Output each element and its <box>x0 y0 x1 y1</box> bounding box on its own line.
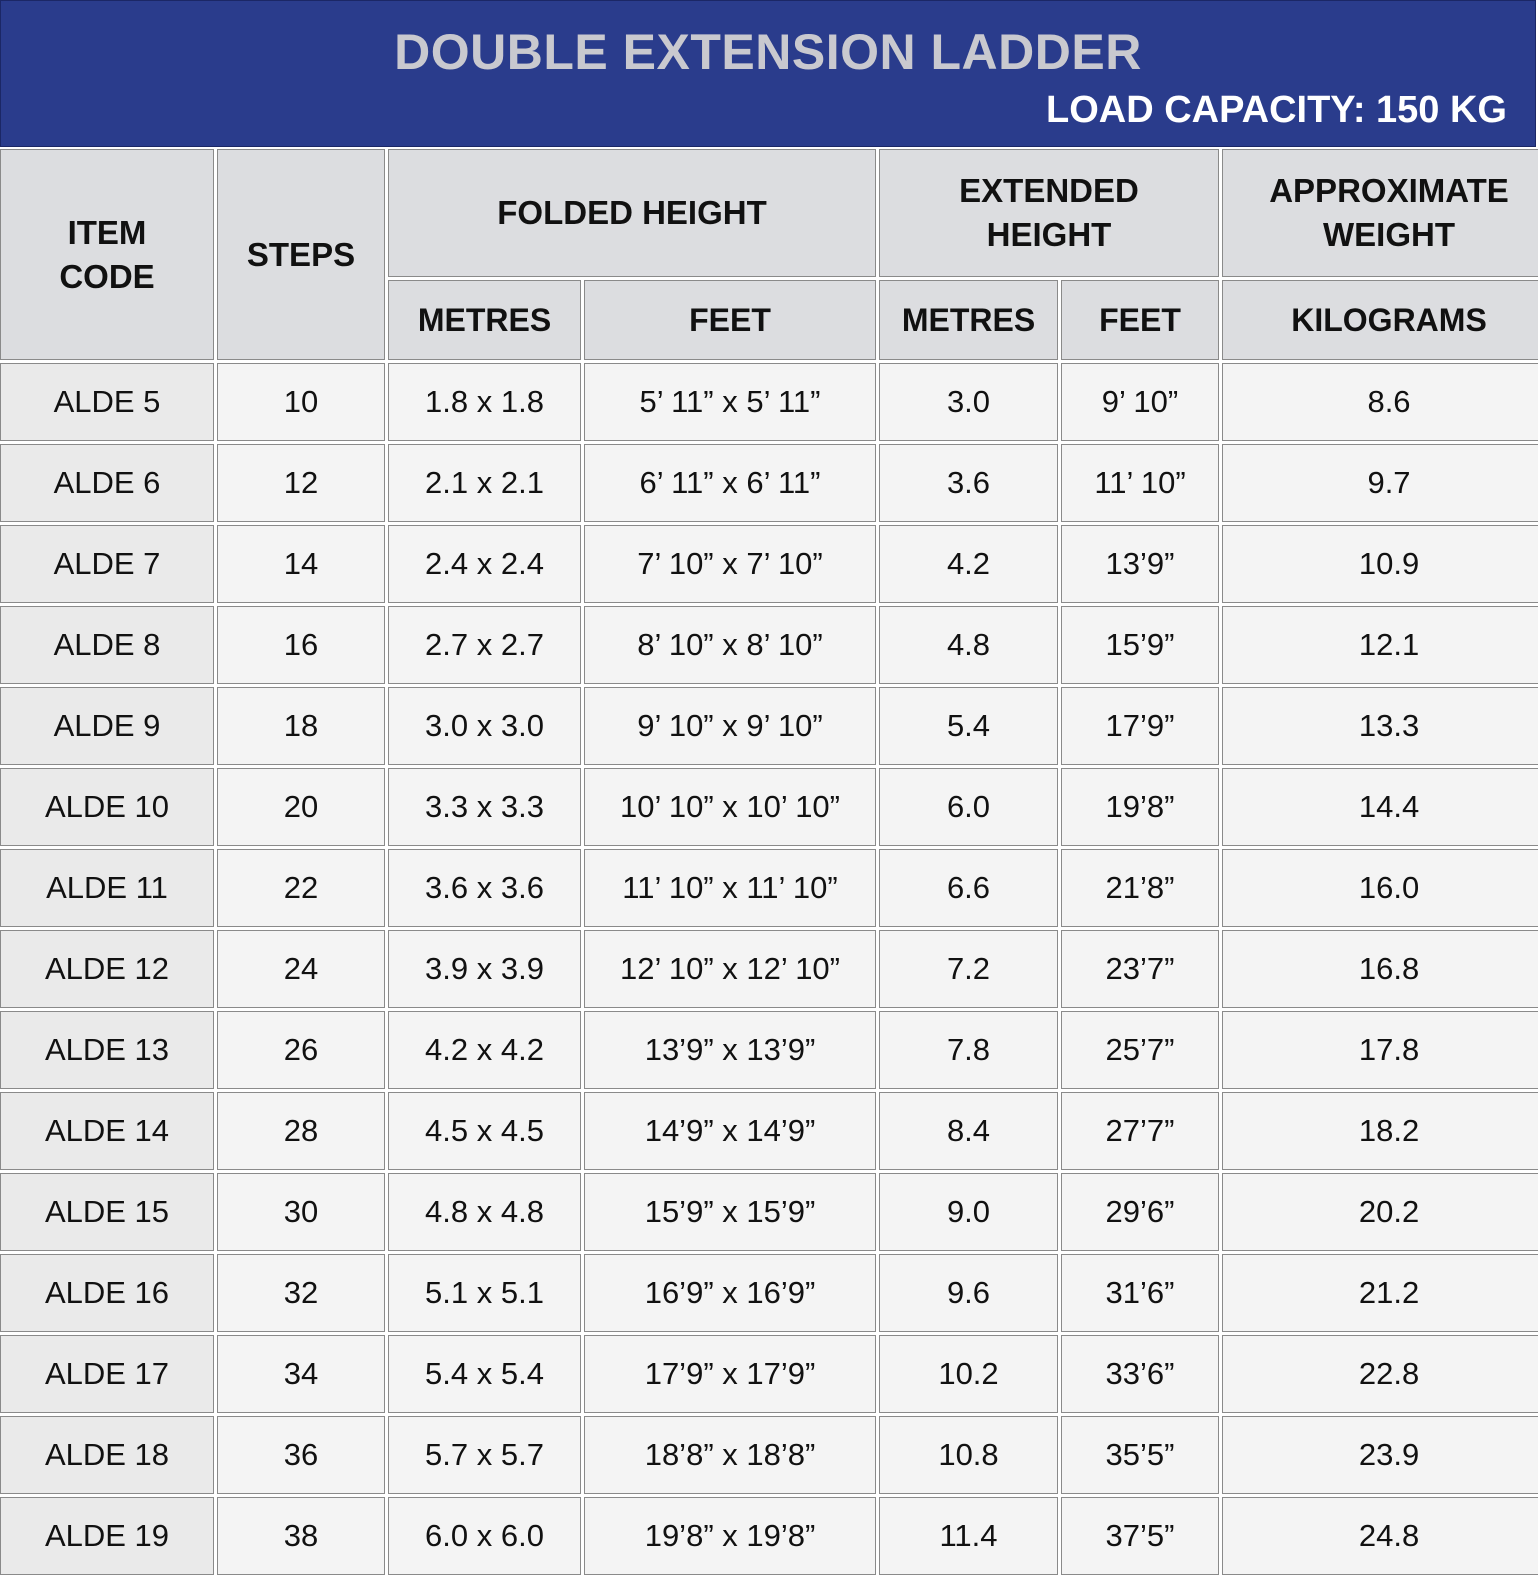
cell-extended-feet: 15’9” <box>1061 606 1219 684</box>
cell-folded-feet: 5’ 11” x 5’ 11” <box>584 363 876 441</box>
cell-item-code: ALDE 8 <box>0 606 214 684</box>
cell-weight-kg: 12.1 <box>1222 606 1538 684</box>
cell-extended-feet: 31’6” <box>1061 1254 1219 1332</box>
subheader-extended-feet: FEET <box>1061 280 1219 360</box>
table-row <box>0 1092 1538 1170</box>
cell-extended-feet: 11’ 10” <box>1061 444 1219 522</box>
cell-folded-metres: 2.4 x 2.4 <box>388 525 581 603</box>
cell-item-code: ALDE 13 <box>0 1011 214 1089</box>
cell-weight-kg: 10.9 <box>1222 525 1538 603</box>
cell-folded-metres: 5.4 x 5.4 <box>388 1335 581 1413</box>
header-approximate-weight: APPROXIMATE WEIGHT <box>1222 149 1538 277</box>
cell-weight-kg: 13.3 <box>1222 687 1538 765</box>
cell-steps: 12 <box>217 444 385 522</box>
table-row <box>0 606 1538 684</box>
cell-item-code: ALDE 14 <box>0 1092 214 1170</box>
cell-weight-kg: 18.2 <box>1222 1092 1538 1170</box>
cell-extended-feet: 21’8” <box>1061 849 1219 927</box>
cell-extended-metres: 3.0 <box>879 363 1058 441</box>
cell-extended-feet: 25’7” <box>1061 1011 1219 1089</box>
table-row <box>0 768 1538 846</box>
cell-extended-metres: 9.0 <box>879 1173 1058 1251</box>
cell-steps: 22 <box>217 849 385 927</box>
cell-weight-kg: 9.7 <box>1222 444 1538 522</box>
cell-steps: 14 <box>217 525 385 603</box>
subheader-folded-feet: FEET <box>584 280 876 360</box>
cell-extended-feet: 19’8” <box>1061 768 1219 846</box>
cell-folded-metres: 5.1 x 5.1 <box>388 1254 581 1332</box>
cell-item-code: ALDE 5 <box>0 363 214 441</box>
header-folded-height: FOLDED HEIGHT <box>388 149 876 277</box>
subheader-extended-metres: METRES <box>879 280 1058 360</box>
cell-extended-metres: 8.4 <box>879 1092 1058 1170</box>
cell-extended-metres: 11.4 <box>879 1497 1058 1575</box>
cell-folded-metres: 2.7 x 2.7 <box>388 606 581 684</box>
table-row <box>0 849 1538 927</box>
cell-folded-metres: 4.5 x 4.5 <box>388 1092 581 1170</box>
cell-item-code: ALDE 16 <box>0 1254 214 1332</box>
cell-item-code: ALDE 17 <box>0 1335 214 1413</box>
cell-extended-feet: 23’7” <box>1061 930 1219 1008</box>
cell-extended-metres: 10.8 <box>879 1416 1058 1494</box>
cell-weight-kg: 23.9 <box>1222 1416 1538 1494</box>
cell-weight-kg: 21.2 <box>1222 1254 1538 1332</box>
cell-item-code: ALDE 19 <box>0 1497 214 1575</box>
cell-extended-metres: 6.0 <box>879 768 1058 846</box>
cell-folded-metres: 3.6 x 3.6 <box>388 849 581 927</box>
ladder-spec-table <box>0 146 1538 1578</box>
cell-extended-feet: 37’5” <box>1061 1497 1219 1575</box>
table-body <box>0 363 1538 1575</box>
cell-extended-metres: 7.8 <box>879 1011 1058 1089</box>
cell-steps: 32 <box>217 1254 385 1332</box>
cell-steps: 38 <box>217 1497 385 1575</box>
cell-folded-metres: 6.0 x 6.0 <box>388 1497 581 1575</box>
cell-extended-metres: 9.6 <box>879 1254 1058 1332</box>
cell-folded-metres: 3.3 x 3.3 <box>388 768 581 846</box>
cell-weight-kg: 20.2 <box>1222 1173 1538 1251</box>
cell-extended-feet: 29’6” <box>1061 1173 1219 1251</box>
cell-item-code: ALDE 10 <box>0 768 214 846</box>
page-title: DOUBLE EXTENSION LADDER <box>394 24 1142 80</box>
cell-extended-metres: 10.2 <box>879 1335 1058 1413</box>
cell-extended-metres: 4.8 <box>879 606 1058 684</box>
cell-folded-feet: 15’9” x 15’9” <box>584 1173 876 1251</box>
table-row <box>0 1011 1538 1089</box>
cell-weight-kg: 22.8 <box>1222 1335 1538 1413</box>
cell-extended-feet: 35’5” <box>1061 1416 1219 1494</box>
cell-folded-metres: 4.8 x 4.8 <box>388 1173 581 1251</box>
cell-folded-metres: 2.1 x 2.1 <box>388 444 581 522</box>
cell-folded-feet: 6’ 11” x 6’ 11” <box>584 444 876 522</box>
cell-extended-metres: 3.6 <box>879 444 1058 522</box>
cell-extended-feet: 33’6” <box>1061 1335 1219 1413</box>
cell-steps: 16 <box>217 606 385 684</box>
table-row <box>0 930 1538 1008</box>
cell-extended-feet: 13’9” <box>1061 525 1219 603</box>
cell-steps: 30 <box>217 1173 385 1251</box>
cell-folded-feet: 17’9” x 17’9” <box>584 1335 876 1413</box>
table-row <box>0 1173 1538 1251</box>
cell-folded-feet: 7’ 10” x 7’ 10” <box>584 525 876 603</box>
table-row <box>0 525 1538 603</box>
cell-extended-metres: 7.2 <box>879 930 1058 1008</box>
subheader-folded-metres: METRES <box>388 280 581 360</box>
cell-folded-feet: 19’8” x 19’8” <box>584 1497 876 1575</box>
cell-steps: 10 <box>217 363 385 441</box>
cell-folded-metres: 4.2 x 4.2 <box>388 1011 581 1089</box>
cell-folded-feet: 13’9” x 13’9” <box>584 1011 876 1089</box>
cell-folded-feet: 8’ 10” x 8’ 10” <box>584 606 876 684</box>
cell-weight-kg: 16.0 <box>1222 849 1538 927</box>
cell-folded-metres: 3.0 x 3.0 <box>388 687 581 765</box>
header-steps: STEPS <box>217 149 385 360</box>
cell-folded-feet: 11’ 10” x 11’ 10” <box>584 849 876 927</box>
cell-steps: 28 <box>217 1092 385 1170</box>
table-row <box>0 1497 1538 1575</box>
cell-folded-metres: 3.9 x 3.9 <box>388 930 581 1008</box>
table-row <box>0 1416 1538 1494</box>
cell-extended-metres: 5.4 <box>879 687 1058 765</box>
cell-folded-feet: 18’8” x 18’8” <box>584 1416 876 1494</box>
cell-item-code: ALDE 9 <box>0 687 214 765</box>
header-extended-height: EXTENDED HEIGHT <box>879 149 1219 277</box>
cell-weight-kg: 17.8 <box>1222 1011 1538 1089</box>
cell-steps: 26 <box>217 1011 385 1089</box>
cell-item-code: ALDE 11 <box>0 849 214 927</box>
cell-steps: 34 <box>217 1335 385 1413</box>
cell-steps: 18 <box>217 687 385 765</box>
cell-steps: 20 <box>217 768 385 846</box>
cell-extended-feet: 17’9” <box>1061 687 1219 765</box>
cell-folded-feet: 9’ 10” x 9’ 10” <box>584 687 876 765</box>
cell-item-code: ALDE 12 <box>0 930 214 1008</box>
cell-weight-kg: 8.6 <box>1222 363 1538 441</box>
cell-item-code: ALDE 7 <box>0 525 214 603</box>
table-row <box>0 444 1538 522</box>
cell-folded-metres: 1.8 x 1.8 <box>388 363 581 441</box>
header-item-code: ITEM CODE <box>0 149 214 360</box>
cell-extended-metres: 6.6 <box>879 849 1058 927</box>
table-row <box>0 1335 1538 1413</box>
cell-weight-kg: 24.8 <box>1222 1497 1538 1575</box>
cell-extended-metres: 4.2 <box>879 525 1058 603</box>
cell-item-code: ALDE 15 <box>0 1173 214 1251</box>
cell-extended-feet: 27’7” <box>1061 1092 1219 1170</box>
cell-item-code: ALDE 6 <box>0 444 214 522</box>
table-row <box>0 1254 1538 1332</box>
subheader-kilograms: KILOGRAMS <box>1222 280 1538 360</box>
table-row <box>0 687 1538 765</box>
cell-weight-kg: 14.4 <box>1222 768 1538 846</box>
cell-folded-feet: 14’9” x 14’9” <box>584 1092 876 1170</box>
cell-item-code: ALDE 18 <box>0 1416 214 1494</box>
load-capacity-label: LOAD CAPACITY: 150 KG <box>1046 89 1507 131</box>
cell-folded-metres: 5.7 x 5.7 <box>388 1416 581 1494</box>
cell-weight-kg: 16.8 <box>1222 930 1538 1008</box>
cell-steps: 24 <box>217 930 385 1008</box>
cell-steps: 36 <box>217 1416 385 1494</box>
title-banner <box>0 0 1536 147</box>
cell-folded-feet: 16’9” x 16’9” <box>584 1254 876 1332</box>
table-row <box>0 363 1538 441</box>
cell-extended-feet: 9’ 10” <box>1061 363 1219 441</box>
cell-folded-feet: 10’ 10” x 10’ 10” <box>584 768 876 846</box>
cell-folded-feet: 12’ 10” x 12’ 10” <box>584 930 876 1008</box>
